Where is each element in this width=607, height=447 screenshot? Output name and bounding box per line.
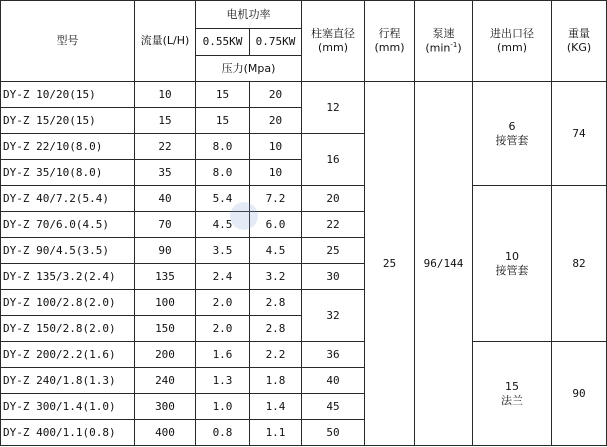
cell-flow: 90 (135, 238, 196, 264)
cell-pressure-055: 1.0 (196, 394, 250, 420)
cell-weight-group-2: 82 (552, 186, 607, 342)
cell-plunger: 40 (302, 368, 365, 394)
cell-pressure-055: 8.0 (196, 160, 250, 186)
cell-pressure-055: 1.6 (196, 342, 250, 368)
cell-pressure-075: 1.4 (250, 394, 302, 420)
header-flow: 流量(L/H) (135, 1, 196, 82)
header-stroke: 行程 (mm) (365, 1, 415, 82)
cell-flow: 240 (135, 368, 196, 394)
cell-plunger: 45 (302, 394, 365, 420)
cell-flow: 10 (135, 82, 196, 108)
header-motor-power: 电机功率 (196, 1, 302, 29)
cell-model: DY-Z 100/2.8(2.0) (1, 290, 135, 316)
cell-port-group-1: 6 接管套 (473, 82, 552, 186)
cell-pressure-055: 4.5 (196, 212, 250, 238)
cell-pressure-075: 7.2 (250, 186, 302, 212)
cell-pressure-075: 1.8 (250, 368, 302, 394)
cell-pressure-055: 0.8 (196, 420, 250, 446)
cell-pressure-055: 8.0 (196, 134, 250, 160)
cell-pressure-075: 1.1 (250, 420, 302, 446)
cell-pressure-075: 6.0 (250, 212, 302, 238)
cell-pressure-075: 20 (250, 82, 302, 108)
cell-pressure-075: 2.8 (250, 290, 302, 316)
cell-plunger: 50 (302, 420, 365, 446)
cell-plunger: 20 (302, 186, 365, 212)
cell-port-group-3: 15 法兰 (473, 342, 552, 446)
cell-plunger: 22 (302, 212, 365, 238)
header-model: 型号 (1, 1, 135, 82)
cell-weight-group-1: 74 (552, 82, 607, 186)
cell-plunger: 25 (302, 238, 365, 264)
cell-plunger: 12 (302, 82, 365, 134)
cell-flow: 150 (135, 316, 196, 342)
cell-flow: 100 (135, 290, 196, 316)
cell-pressure-055: 5.4 (196, 186, 250, 212)
cell-flow: 135 (135, 264, 196, 290)
cell-model: DY-Z 35/10(8.0) (1, 160, 135, 186)
header-power-055: 0.55KW (196, 29, 250, 56)
cell-weight-group-3: 90 (552, 342, 607, 446)
cell-pressure-055: 2.0 (196, 316, 250, 342)
cell-model: DY-Z 240/1.8(1.3) (1, 368, 135, 394)
cell-pressure-055: 15 (196, 108, 250, 134)
cell-speed: 96/144 (415, 82, 473, 446)
cell-flow: 22 (135, 134, 196, 160)
cell-model: DY-Z 90/4.5(3.5) (1, 238, 135, 264)
cell-pressure-075: 4.5 (250, 238, 302, 264)
cell-pressure-075: 20 (250, 108, 302, 134)
cell-flow: 70 (135, 212, 196, 238)
cell-model: DY-Z 400/1.1(0.8) (1, 420, 135, 446)
cell-pressure-075: 2.8 (250, 316, 302, 342)
cell-plunger: 36 (302, 342, 365, 368)
cell-model: DY-Z 150/2.8(2.0) (1, 316, 135, 342)
cell-model: DY-Z 10/20(15) (1, 82, 135, 108)
cell-pressure-055: 3.5 (196, 238, 250, 264)
cell-pressure-075: 10 (250, 160, 302, 186)
cell-flow: 35 (135, 160, 196, 186)
cell-flow: 400 (135, 420, 196, 446)
header-port-diameter: 进出口径 (mm) (473, 1, 552, 82)
header-plunger-diameter: 柱塞直径 (mm) (302, 1, 365, 82)
cell-port-group-2: 10 接管套 (473, 186, 552, 342)
cell-pressure-075: 2.2 (250, 342, 302, 368)
cell-plunger: 30 (302, 264, 365, 290)
header-pressure: 压力(Mpa) (196, 56, 302, 82)
header-pump-speed: 泵速 $(\min^{-1})$ (415, 1, 473, 82)
cell-pressure-075: 3.2 (250, 264, 302, 290)
cell-pressure-055: 1.3 (196, 368, 250, 394)
cell-pressure-055: 2.0 (196, 290, 250, 316)
header-power-075: 0.75KW (250, 29, 302, 56)
cell-plunger: 32 (302, 290, 365, 342)
cell-flow: 300 (135, 394, 196, 420)
cell-model: DY-Z 22/10(8.0) (1, 134, 135, 160)
cell-model: DY-Z 300/1.4(1.0) (1, 394, 135, 420)
cell-model: DY-Z 200/2.2(1.6) (1, 342, 135, 368)
cell-flow: 15 (135, 108, 196, 134)
cell-pressure-055: 15 (196, 82, 250, 108)
cell-stroke: 25 (365, 82, 415, 446)
cell-model: DY-Z 70/6.0(4.5) (1, 212, 135, 238)
cell-pressure-055: 2.4 (196, 264, 250, 290)
header-weight: 重量 (KG) (552, 1, 607, 82)
cell-plunger: 16 (302, 134, 365, 186)
cell-model: DY-Z 135/3.2(2.4) (1, 264, 135, 290)
cell-pressure-075: 10 (250, 134, 302, 160)
cell-model: DY-Z 40/7.2(5.4) (1, 186, 135, 212)
cell-model: DY-Z 15/20(15) (1, 108, 135, 134)
cell-flow: 40 (135, 186, 196, 212)
cell-flow: 200 (135, 342, 196, 368)
